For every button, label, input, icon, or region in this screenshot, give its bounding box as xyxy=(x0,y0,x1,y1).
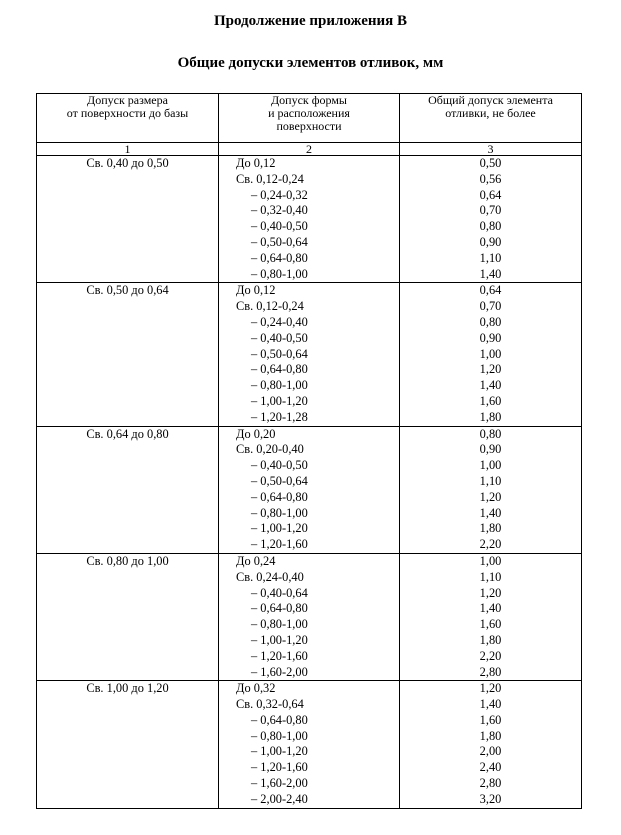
form-tolerance-cell xyxy=(219,156,400,283)
total-tolerance-value: 2,20 xyxy=(479,537,502,552)
form-tolerance-value: – 0,80-1,00 xyxy=(251,266,308,281)
total-tolerance-value: 0,70 xyxy=(479,203,502,218)
header-line: Допуск размера xyxy=(87,93,168,107)
total-tolerance-value: 0,50 xyxy=(479,156,502,170)
total-tolerance-value: 1,40 xyxy=(479,266,502,281)
column-number: 3 xyxy=(400,143,582,156)
total-tolerance-value: 1,10 xyxy=(479,569,502,584)
total-tolerance-value: 0,90 xyxy=(479,442,502,457)
form-tolerance-value: – 0,64-0,80 xyxy=(251,362,308,377)
total-tolerance-value: 0,64 xyxy=(479,283,502,298)
table-row xyxy=(37,426,582,553)
total-tolerance-value: 1,00 xyxy=(479,458,502,473)
form-tolerance-value: – 0,24-0,40 xyxy=(251,314,308,329)
total-tolerance-cell xyxy=(400,553,582,680)
total-tolerance-value: 2,20 xyxy=(479,648,502,663)
total-tolerance-value: 0,90 xyxy=(479,330,502,345)
form-tolerance-value: – 0,40-0,64 xyxy=(251,585,308,600)
total-tolerance-value: 1,80 xyxy=(479,521,502,536)
form-tolerance-value: – 0,40-0,50 xyxy=(251,458,308,473)
total-tolerance-value: 3,20 xyxy=(479,791,502,806)
form-tolerance-value: До 0,12 xyxy=(236,156,276,170)
total-tolerance-value: 0,70 xyxy=(479,299,502,314)
form-tolerance-value: – 1,20-1,60 xyxy=(251,760,308,775)
header-line: отливки, не более xyxy=(445,106,536,120)
column-number: 2 xyxy=(219,143,400,156)
form-tolerance-value: До 0,12 xyxy=(236,283,276,298)
form-tolerance-value: – 0,24-0,32 xyxy=(251,187,308,202)
form-tolerance-value: – 1,60-2,00 xyxy=(251,664,308,679)
form-tolerance-value: – 1,00-1,20 xyxy=(251,744,308,759)
form-tolerance-value: – 0,40-0,50 xyxy=(251,330,308,345)
total-tolerance-value: 2,40 xyxy=(479,760,502,775)
table-row xyxy=(37,156,582,283)
total-tolerance-value: 1,40 xyxy=(479,697,502,712)
base-tolerance-cell: Св. 0,64 до 0,80 xyxy=(37,426,219,553)
base-tolerance-cell: Св. 1,00 до 1,20 xyxy=(37,681,219,808)
form-tolerance-value: – 0,50-0,64 xyxy=(251,473,308,488)
total-tolerance-value: 0,80 xyxy=(479,219,502,234)
base-tolerance-cell: Св. 0,40 до 0,50 xyxy=(37,156,219,283)
header-line: и расположения xyxy=(268,106,350,120)
total-tolerance-value: 1,80 xyxy=(479,728,502,743)
form-tolerance-value: – 2,00-2,40 xyxy=(251,791,308,806)
form-tolerance-value: – 0,50-0,64 xyxy=(251,346,308,361)
form-tolerance-cell xyxy=(219,681,400,808)
form-tolerance-value: – 0,40-0,50 xyxy=(251,219,308,234)
total-tolerance-value: 1,20 xyxy=(479,362,502,377)
form-tolerance-cell xyxy=(219,426,400,553)
total-tolerance-value: 0,80 xyxy=(479,426,502,441)
total-tolerance-value: 1,20 xyxy=(479,681,502,696)
form-tolerance-value: – 0,50-0,64 xyxy=(251,234,308,249)
form-tolerance-value: – 0,80-1,00 xyxy=(251,378,308,393)
total-tolerance-cell xyxy=(400,156,582,283)
total-tolerance-value: 1,00 xyxy=(479,346,502,361)
form-tolerance-value: – 0,80-1,00 xyxy=(251,505,308,520)
total-tolerance-cell xyxy=(400,426,582,553)
table-title: Общие допуски элементов отливок, мм xyxy=(177,55,444,71)
form-tolerance-value: – 1,20-1,60 xyxy=(251,537,308,552)
total-tolerance-value: 2,00 xyxy=(479,744,502,759)
form-tolerance-value: – 1,00-1,20 xyxy=(251,632,308,647)
form-tolerance-value: До 0,32 xyxy=(236,681,276,696)
table-body xyxy=(37,156,582,809)
form-tolerance-value: – 1,20-1,28 xyxy=(251,409,308,424)
total-tolerance-value: 1,60 xyxy=(479,393,502,408)
form-tolerance-cell xyxy=(219,283,400,426)
form-tolerance-value: До 0,24 xyxy=(236,553,276,568)
form-tolerance-value: – 0,80-1,00 xyxy=(251,617,308,632)
total-tolerance-value: 1,10 xyxy=(479,473,502,488)
table-row xyxy=(37,553,582,680)
total-tolerance-value: 2,80 xyxy=(479,776,502,791)
total-tolerance-value: 1,00 xyxy=(479,553,502,568)
total-tolerance-value: 2,80 xyxy=(479,664,502,679)
base-tolerance-cell: Св. 0,50 до 0,64 xyxy=(37,283,219,426)
tolerance-table xyxy=(36,93,582,809)
form-tolerance-value: – 0,64-0,80 xyxy=(251,489,308,504)
form-tolerance-value: – 0,80-1,00 xyxy=(251,728,308,743)
page-title: Продолжение приложения В xyxy=(213,13,408,29)
total-tolerance-value: 1,10 xyxy=(479,250,502,265)
column-number: 1 xyxy=(37,143,219,156)
total-tolerance-value: 1,20 xyxy=(479,489,502,504)
total-tolerance-value: 1,80 xyxy=(479,632,502,647)
total-tolerance-value: 1,20 xyxy=(479,585,502,600)
form-tolerance-value: Св. 0,24-0,40 xyxy=(236,569,304,584)
total-tolerance-value: 0,90 xyxy=(479,234,502,249)
form-tolerance-value: – 1,00-1,20 xyxy=(251,393,308,408)
table-row xyxy=(37,283,582,426)
total-tolerance-cell xyxy=(400,681,582,808)
form-tolerance-value: – 1,60-2,00 xyxy=(251,776,308,791)
header-line: Допуск формы xyxy=(270,93,347,107)
form-tolerance-value: – 0,64-0,80 xyxy=(251,250,308,265)
form-tolerance-value: Св. 0,12-0,24 xyxy=(236,171,304,186)
total-tolerance-value: 0,80 xyxy=(479,314,502,329)
header-line: от поверхности до базы xyxy=(66,106,189,120)
form-tolerance-value: Св. 0,12-0,24 xyxy=(236,299,304,314)
form-tolerance-value: До 0,20 xyxy=(236,426,276,441)
total-tolerance-value: 1,40 xyxy=(479,601,502,616)
form-tolerance-value: – 0,32-0,40 xyxy=(251,203,308,218)
header-base-tolerance xyxy=(37,94,219,143)
base-tolerance-cell: Св. 0,80 до 1,00 xyxy=(37,553,219,680)
table-row xyxy=(37,681,582,808)
total-tolerance-value: 0,56 xyxy=(479,171,502,186)
total-tolerance-value: 1,60 xyxy=(479,712,502,727)
form-tolerance-value: – 0,64-0,80 xyxy=(251,712,308,727)
header-line: поверхности xyxy=(276,119,342,133)
form-tolerance-value: Св. 0,20-0,40 xyxy=(236,442,304,457)
table-header-row xyxy=(37,94,582,143)
column-number-row xyxy=(37,143,582,156)
form-tolerance-value: Св. 0,32-0,64 xyxy=(236,697,304,712)
total-tolerance-value: 1,40 xyxy=(479,505,502,520)
total-tolerance-value: 1,80 xyxy=(479,409,502,424)
form-tolerance-cell xyxy=(219,553,400,680)
form-tolerance-value: – 1,20-1,60 xyxy=(251,648,308,663)
header-form-tolerance xyxy=(219,94,400,143)
total-tolerance-value: 1,60 xyxy=(479,617,502,632)
total-tolerance-cell xyxy=(400,283,582,426)
form-tolerance-value: – 1,00-1,20 xyxy=(251,521,308,536)
header-total-tolerance xyxy=(400,94,582,143)
header-line: Общий допуск элемента xyxy=(428,93,553,107)
total-tolerance-value: 1,40 xyxy=(479,378,502,393)
form-tolerance-value: – 0,64-0,80 xyxy=(251,601,308,616)
total-tolerance-value: 0,64 xyxy=(479,187,502,202)
